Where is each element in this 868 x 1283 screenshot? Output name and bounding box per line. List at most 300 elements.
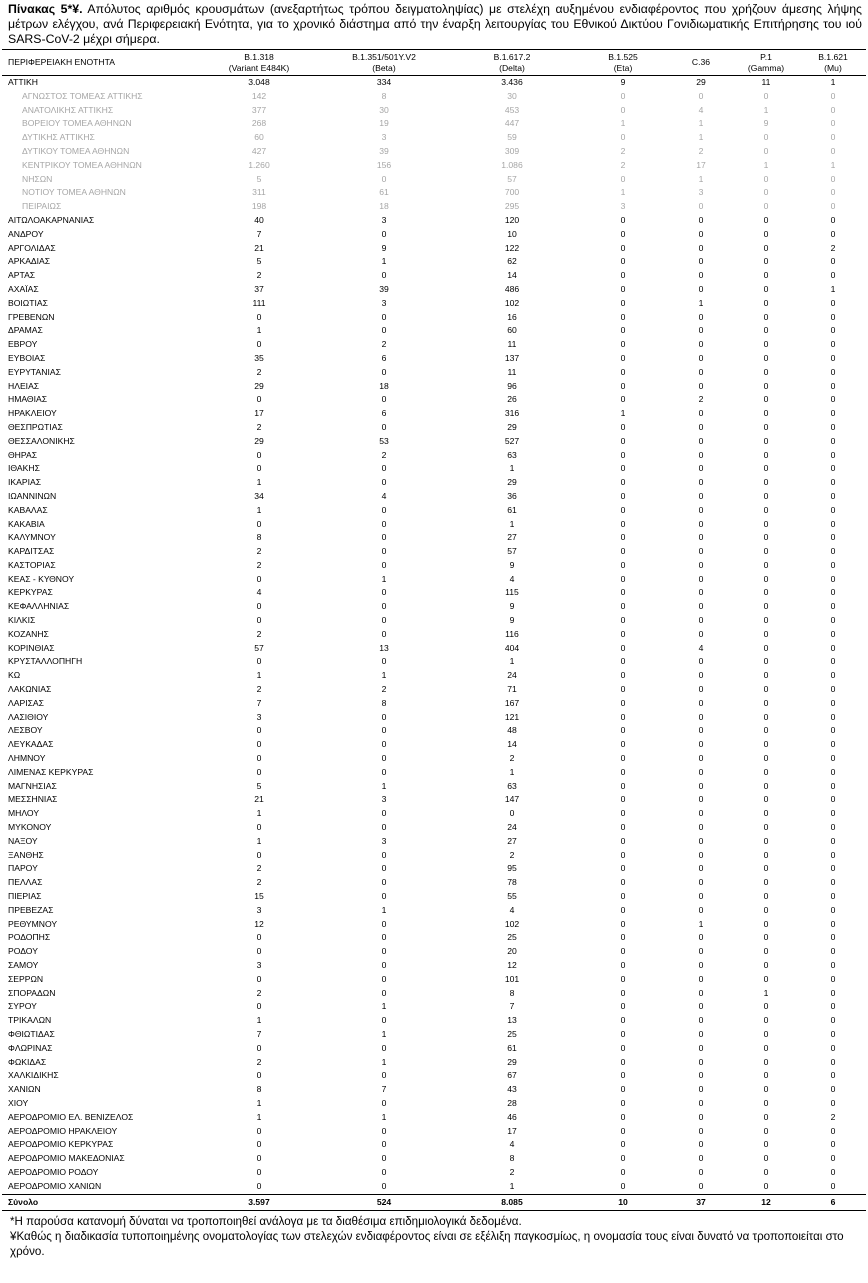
count-cell: 0 [763, 711, 769, 722]
table-row [2, 518, 866, 532]
count-cell: 0 [830, 1070, 836, 1081]
count-cell: 1 [381, 256, 387, 267]
count-cell: 0 [620, 697, 626, 708]
table-row [2, 242, 866, 256]
header-line-2: (Delta) [499, 62, 525, 73]
count-cell: 0 [381, 477, 387, 488]
count-cell: 0 [620, 270, 626, 281]
count-cell: 1 [381, 1028, 387, 1039]
count-cell: 7 [509, 1001, 515, 1012]
count-cell: 0 [763, 132, 769, 143]
count-cell: 0 [620, 822, 626, 833]
region-name-cell: ΠΕΙΡΑΙΩΣ [22, 201, 62, 212]
header-line-2: (Variant E484K) [228, 62, 290, 73]
count-cell: 0 [698, 1001, 704, 1012]
count-cell: 0 [620, 518, 626, 529]
table-row [2, 807, 866, 821]
total-cell: 6 [800, 1194, 866, 1210]
table-row [2, 904, 866, 918]
count-cell: 0 [763, 1070, 769, 1081]
count-cell: 0 [698, 587, 704, 598]
count-cell: 122 [504, 242, 520, 253]
count-cell: 0 [763, 1056, 769, 1067]
count-cell: 0 [830, 297, 836, 308]
count-cell: 0 [830, 1084, 836, 1095]
table-row [2, 655, 866, 669]
count-cell: 0 [620, 863, 626, 874]
count-cell: 0 [830, 1001, 836, 1012]
count-cell: 29 [696, 77, 706, 87]
count-cell: 0 [620, 366, 626, 377]
count-cell: 1 [698, 297, 704, 308]
table-row [2, 876, 866, 890]
count-cell: 0 [620, 766, 626, 777]
count-cell: 27 [507, 532, 517, 543]
count-cell: 0 [256, 1180, 262, 1191]
count-cell: 26 [507, 394, 517, 405]
count-cell: 0 [830, 587, 836, 598]
count-cell: 78 [507, 877, 517, 888]
count-cell: 0 [620, 904, 626, 915]
table-row [2, 462, 866, 476]
count-cell: 0 [763, 780, 769, 791]
region-name-cell: ΙΩΑΝΝΙΝΩΝ [8, 490, 57, 501]
table-row [2, 324, 866, 338]
region-name-cell: ΔΥΤΙΚΟΥ ΤΟΜΕΑ ΑΘΗΝΩΝ [22, 145, 130, 156]
count-cell: 101 [504, 973, 520, 984]
count-cell: 0 [620, 283, 626, 294]
count-cell: 0 [830, 311, 836, 322]
count-cell: 0 [763, 1028, 769, 1039]
count-cell: 0 [620, 1001, 626, 1012]
count-cell: 0 [698, 559, 704, 570]
region-name-cell: ΣΑΜΟΥ [8, 960, 39, 970]
region-name-cell: ΜΗΛΟΥ [8, 808, 40, 819]
count-cell: 0 [763, 1166, 769, 1177]
count-cell: 61 [507, 504, 517, 515]
count-cell: 0 [620, 1015, 626, 1026]
count-cell: 0 [698, 849, 704, 860]
count-cell: 0 [620, 1125, 626, 1136]
count-cell: 0 [381, 504, 387, 515]
region-name-cell: ΔΥΤΙΚΗΣ ΑΤΤΙΚΗΣ [22, 132, 95, 143]
header-variant [198, 50, 320, 76]
region-name-cell: ΙΘΑΚΗΣ [8, 463, 40, 474]
count-cell: 0 [763, 863, 769, 874]
count-cell: 1 [698, 132, 704, 143]
count-cell: 0 [620, 960, 626, 970]
count-cell: 0 [620, 1153, 626, 1164]
count-cell: 0 [830, 1166, 836, 1177]
count-cell: 0 [381, 1153, 387, 1164]
region-name-cell: ΘΕΣΣΑΛΟΝΙΚΗΣ [8, 435, 75, 446]
total-cell: 10 [576, 1194, 670, 1210]
count-cell: 0 [698, 794, 704, 805]
count-cell: 0 [763, 918, 769, 929]
count-cell: 39 [379, 145, 389, 156]
count-cell: 0 [763, 1180, 769, 1191]
count-cell: 25 [507, 932, 517, 943]
count-cell: 0 [698, 449, 704, 460]
count-cell: 2 [509, 849, 515, 860]
count-cell: 453 [504, 104, 520, 115]
table-row [2, 573, 866, 587]
count-cell: 0 [698, 1084, 704, 1095]
count-cell: 0 [698, 421, 704, 432]
count-cell: 0 [763, 946, 769, 957]
count-cell: 0 [763, 394, 769, 405]
count-cell: 527 [504, 435, 520, 446]
count-cell: 57 [507, 546, 517, 557]
count-cell: 0 [698, 904, 704, 915]
count-cell: 59 [507, 132, 517, 143]
count-cell: 0 [698, 325, 704, 336]
count-cell: 9 [381, 242, 387, 253]
count-cell: 0 [830, 228, 836, 239]
count-cell: 0 [698, 822, 704, 833]
count-cell: 1 [620, 408, 626, 419]
count-cell: 5 [256, 173, 262, 184]
count-cell: 0 [830, 1056, 836, 1067]
count-cell: 57 [507, 173, 517, 184]
count-cell: 1 [698, 173, 704, 184]
count-cell: 27 [507, 835, 517, 846]
count-cell: 0 [256, 311, 262, 322]
count-cell: 0 [620, 987, 626, 998]
count-cell: 0 [830, 946, 836, 957]
count-cell: 3 [256, 904, 262, 915]
count-cell: 2 [256, 366, 262, 377]
count-cell: 0 [830, 601, 836, 612]
count-cell: 0 [620, 256, 626, 267]
region-name-cell: ΚΕΦΑΛΛΗΝΙΑΣ [8, 601, 70, 612]
count-cell: 0 [620, 435, 626, 446]
region-name-cell: ΠΑΡΟΥ [8, 863, 38, 874]
count-cell: 9 [763, 118, 769, 129]
count-cell: 0 [763, 1084, 769, 1095]
count-cell: 0 [763, 297, 769, 308]
count-cell: 0 [620, 725, 626, 736]
count-cell: 0 [763, 601, 769, 612]
table-row [2, 269, 866, 283]
table-row [2, 738, 866, 752]
region-name-cell: ΑΓΝΩΣΤΟΣ ΤΟΜΕΑΣ ΑΤΤΙΚΗΣ [22, 90, 143, 101]
count-cell: 0 [763, 366, 769, 377]
count-cell: 3.048 [248, 77, 270, 87]
count-cell: 0 [381, 463, 387, 474]
count-cell: 0 [830, 1028, 836, 1039]
count-cell: 0 [620, 670, 626, 681]
region-name-cell: ΤΡΙΚΑΛΩΝ [8, 1015, 52, 1026]
count-cell: 13 [507, 1015, 517, 1026]
count-cell: 404 [504, 642, 520, 653]
count-cell: 0 [698, 1180, 704, 1191]
count-cell: 1 [509, 518, 515, 529]
count-cell: 0 [381, 601, 387, 612]
region-name-cell: ΡΟΔΟΥ [8, 946, 38, 957]
count-cell: 0 [256, 753, 262, 764]
count-cell: 0 [698, 463, 704, 474]
count-cell: 30 [507, 90, 517, 101]
count-cell: 0 [830, 808, 836, 819]
count-cell: 1 [763, 159, 769, 170]
table-row [2, 711, 866, 725]
count-cell: 0 [763, 973, 769, 984]
count-cell: 0 [698, 1125, 704, 1136]
count-cell: 0 [763, 490, 769, 501]
count-cell: 0 [620, 421, 626, 432]
count-cell: 2 [256, 1056, 262, 1067]
table-row [2, 697, 866, 711]
table-row [2, 297, 866, 311]
count-cell: 17 [254, 408, 264, 419]
count-cell: 700 [504, 187, 520, 198]
count-cell: 0 [830, 794, 836, 805]
count-cell: 0 [620, 1139, 626, 1150]
table-row [2, 973, 866, 987]
table-row [2, 545, 866, 559]
count-cell: 0 [256, 1166, 262, 1177]
count-cell: 0 [620, 1056, 626, 1067]
region-name-cell: ΕΒΡΟΥ [8, 339, 38, 350]
count-cell: 427 [251, 145, 267, 156]
count-cell: 0 [698, 1056, 704, 1067]
count-cell: 0 [256, 518, 262, 529]
count-cell: 0 [698, 228, 704, 239]
count-cell: 60 [507, 325, 517, 336]
count-cell: 0 [698, 628, 704, 639]
count-cell: 3 [381, 132, 387, 143]
count-cell: 116 [505, 628, 519, 639]
region-name-cell: ΝΑΞΟΥ [8, 835, 38, 846]
region-name-cell: ΛΑΣΙΘΙΟΥ [8, 711, 49, 722]
count-cell: 46 [507, 1111, 517, 1122]
count-cell: 8 [381, 697, 387, 708]
count-cell: 0 [830, 380, 836, 391]
region-name-cell: ΠΕΛΛΑΣ [8, 877, 43, 888]
count-cell: 0 [381, 960, 387, 970]
count-cell: 0 [698, 311, 704, 322]
count-cell: 0 [830, 366, 836, 377]
count-cell: 0 [763, 822, 769, 833]
count-cell: 0 [830, 339, 836, 350]
table-row [2, 890, 866, 904]
count-cell: 0 [698, 352, 704, 363]
count-cell: 0 [620, 1111, 626, 1122]
count-cell: 3 [698, 187, 704, 198]
table-row [2, 862, 866, 876]
count-cell: 2 [509, 753, 515, 764]
region-name-cell: ΚΑΣΤΟΡΙΑΣ [8, 559, 56, 570]
count-cell: 0 [763, 477, 769, 488]
region-name-cell: ΕΥΡΥΤΑΝΙΑΣ [8, 366, 61, 377]
count-cell: 0 [830, 1097, 836, 1108]
table-row [2, 642, 866, 656]
count-cell: 0 [763, 960, 769, 970]
region-name-cell: ΠΙΕΡΙΑΣ [8, 891, 42, 902]
count-cell: 0 [763, 904, 769, 915]
region-name-cell: ΣΥΡΟΥ [8, 1001, 37, 1012]
count-cell: 62 [507, 256, 517, 267]
count-cell: 2 [620, 159, 626, 170]
count-cell: 0 [763, 932, 769, 943]
count-cell: 0 [620, 228, 626, 239]
header-line-1: B.1.621 [818, 51, 848, 62]
count-cell: 0 [698, 725, 704, 736]
table-row [2, 490, 866, 504]
table-row [2, 1152, 866, 1166]
header-variant [732, 50, 800, 76]
count-cell: 0 [830, 408, 836, 419]
count-cell: 3 [381, 214, 387, 225]
count-cell: 0 [763, 1111, 769, 1122]
count-cell: 0 [381, 546, 387, 557]
region-name-cell: ΚΩ [8, 670, 21, 681]
table-row [2, 793, 866, 807]
count-cell: 0 [256, 946, 262, 957]
count-cell: 0 [763, 201, 769, 212]
count-cell: 0 [830, 1153, 836, 1164]
count-cell: 0 [620, 573, 626, 584]
count-cell: 2 [830, 1111, 836, 1122]
region-name-cell: ΛΗΜΝΟΥ [8, 753, 46, 764]
count-cell: 1 [381, 1001, 387, 1012]
count-cell: 0 [381, 711, 387, 722]
count-cell: 0 [381, 1042, 387, 1053]
count-cell: 0 [256, 339, 262, 350]
count-cell: 0 [830, 1180, 836, 1191]
count-cell: 18 [379, 201, 389, 212]
region-name-cell: ΚΕΝΤΡΙΚΟΥ ΤΟΜΕΑ ΑΘΗΝΩΝ [22, 159, 142, 170]
footnote-nomenclature: ¥Καθώς η διαδικασία τυποποιημένης ονοματολογίας των στελεχών ενδιαφέροντος είναι σε εξέλιξη παγκοσμίως, η ονομασία τους είναι δυνατό να τροποποιείται στο χρόνο. [10, 1229, 844, 1258]
region-name-cell: ΛΑΚΩΝΙΑΣ [8, 684, 52, 695]
count-cell: 0 [830, 187, 836, 198]
count-cell: 0 [830, 615, 836, 626]
footnotes [10, 1214, 862, 1259]
count-cell: 1 [509, 463, 515, 474]
region-name-cell: ΧΙΟΥ [8, 1097, 29, 1108]
table-row [2, 228, 866, 242]
count-cell: 53 [379, 435, 389, 446]
header-line-1: B.1.525 [608, 51, 638, 62]
region-name-cell: ΑΡΓΟΛΙΔΑΣ [8, 242, 56, 253]
region-name-cell: ΞΑΝΘΗΣ [8, 849, 44, 860]
count-cell: 0 [620, 891, 626, 902]
count-cell: 21 [254, 794, 264, 805]
table-row [2, 435, 866, 449]
count-cell: 0 [763, 504, 769, 515]
count-cell: 486 [504, 283, 520, 294]
count-cell: 0 [830, 104, 836, 115]
count-cell: 29 [507, 421, 517, 432]
region-name-cell: ΘΕΣΠΡΩΤΙΑΣ [8, 421, 63, 432]
count-cell: 16 [507, 311, 517, 322]
count-cell: 0 [830, 477, 836, 488]
count-cell: 3 [381, 794, 387, 805]
count-cell: 0 [620, 808, 626, 819]
count-cell: 34 [254, 490, 264, 501]
count-cell: 0 [698, 242, 704, 253]
count-cell: 0 [830, 1139, 836, 1150]
region-name-cell: ΘΗΡΑΣ [8, 449, 38, 460]
region-name-cell: ΛΙΜΕΝΑΣ ΚΕΡΚΥΡΑΣ [8, 766, 94, 777]
count-cell: 1 [763, 987, 769, 998]
region-name-cell: ΗΛΕΙΑΣ [8, 380, 40, 391]
count-cell: 0 [256, 463, 262, 474]
table-row [2, 821, 866, 835]
count-cell: 0 [381, 394, 387, 405]
header-line-1: ΠΕΡΙΦΕΡΕΙΑΚΗ ΕΝΟΤΗΤΑ [8, 57, 115, 67]
count-cell: 1 [256, 477, 262, 488]
table-row [2, 945, 866, 959]
count-cell: 0 [763, 435, 769, 446]
count-cell: 0 [830, 201, 836, 212]
region-name-cell: ΦΘΙΩΤΙΔΑΣ [8, 1028, 55, 1039]
count-cell: 29 [507, 1056, 517, 1067]
count-cell: 0 [620, 339, 626, 350]
table-row [2, 407, 866, 421]
count-cell: 8 [381, 90, 387, 101]
count-cell: 0 [763, 615, 769, 626]
count-cell: 0 [381, 518, 387, 529]
count-cell: 0 [620, 946, 626, 957]
count-cell: 0 [763, 877, 769, 888]
table-row [2, 531, 866, 545]
header-variant [320, 50, 448, 76]
header-region [2, 50, 198, 76]
count-cell: 0 [620, 877, 626, 888]
count-cell: 0 [381, 877, 387, 888]
count-cell: 0 [381, 973, 387, 984]
count-cell: 0 [830, 214, 836, 225]
count-cell: 9 [509, 601, 515, 612]
region-name-cell: ΑΕΡΟΔΡΟΜΙΟ ΧΑΝΙΩΝ [8, 1180, 102, 1191]
region-name-cell: ΚΕΑΣ - ΚΥΘΝΟΥ [8, 573, 75, 584]
count-cell: 0 [620, 973, 626, 984]
count-cell: 0 [830, 490, 836, 501]
count-cell: 0 [763, 1125, 769, 1136]
count-cell: 0 [830, 863, 836, 874]
header-row [2, 50, 866, 76]
count-cell: 0 [698, 987, 704, 998]
table-row [2, 931, 866, 945]
count-cell: 0 [830, 725, 836, 736]
count-cell: 0 [830, 270, 836, 281]
count-cell: 25 [507, 1028, 517, 1039]
count-cell: 0 [698, 739, 704, 750]
count-cell: 0 [830, 753, 836, 764]
region-name-cell: ΕΥΒΟΙΑΣ [8, 352, 46, 363]
count-cell: 0 [381, 891, 387, 902]
count-cell: 0 [620, 242, 626, 253]
count-cell: 0 [698, 283, 704, 294]
count-cell: 0 [763, 642, 769, 653]
table-row [2, 1125, 866, 1139]
header-variant [576, 50, 670, 76]
count-cell: 63 [507, 449, 517, 460]
table-row [2, 918, 866, 932]
count-cell: 0 [763, 173, 769, 184]
count-cell: 0 [381, 753, 387, 764]
table-row-subregion [2, 104, 866, 118]
table-row [2, 421, 866, 435]
count-cell: 0 [763, 794, 769, 805]
count-cell: 0 [256, 725, 262, 736]
header-variant [670, 50, 732, 76]
count-cell: 20 [507, 946, 517, 957]
count-cell: 1 [381, 670, 387, 681]
count-cell: 0 [830, 449, 836, 460]
